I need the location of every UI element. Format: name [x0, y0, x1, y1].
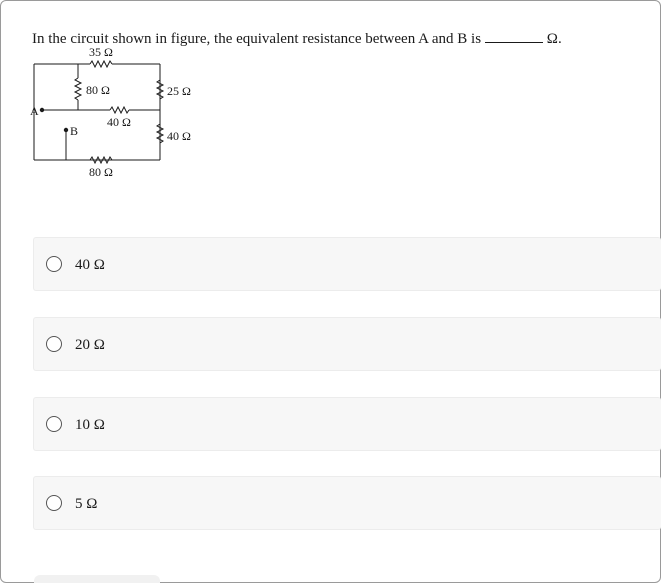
terminal-b-dot [64, 128, 68, 132]
option-3[interactable] [33, 397, 661, 451]
question-unit: Ω. [546, 31, 562, 47]
terminal-a-dot [40, 108, 44, 112]
label-right-upper-resistor: 25 Ω [167, 84, 191, 98]
resistor-middle [110, 107, 129, 113]
radio-button[interactable] [46, 416, 62, 432]
label-bottom-resistor: 80 Ω [89, 165, 113, 179]
circuit-diagram [30, 44, 210, 184]
radio-button[interactable] [46, 336, 62, 352]
option-1[interactable] [33, 237, 661, 291]
option-label: 20 Ω [75, 337, 105, 353]
question-prompt: In the circuit shown in figure, the equivalent resistance between A and B is [32, 31, 482, 47]
label-middle-resistor: 40 Ω [107, 115, 131, 129]
option-label: 5 Ω [75, 496, 98, 512]
label-top-resistor: 35 Ω [89, 45, 113, 59]
next-option-edge [34, 575, 160, 583]
label-terminal-a: A [30, 104, 39, 118]
resistor-left-vertical [75, 78, 81, 100]
radio-button[interactable] [46, 495, 62, 511]
resistor-top [90, 61, 112, 67]
option-2[interactable] [33, 317, 661, 371]
label-terminal-b: B [70, 124, 79, 138]
label-right-lower-resistor: 40 Ω [167, 129, 191, 143]
label-left-resistor: 80 Ω [86, 83, 110, 97]
radio-button[interactable] [46, 256, 62, 272]
option-label: 10 Ω [75, 417, 105, 433]
option-label: 40 Ω [75, 257, 105, 273]
answer-blank [485, 28, 543, 43]
option-4[interactable] [33, 476, 661, 530]
